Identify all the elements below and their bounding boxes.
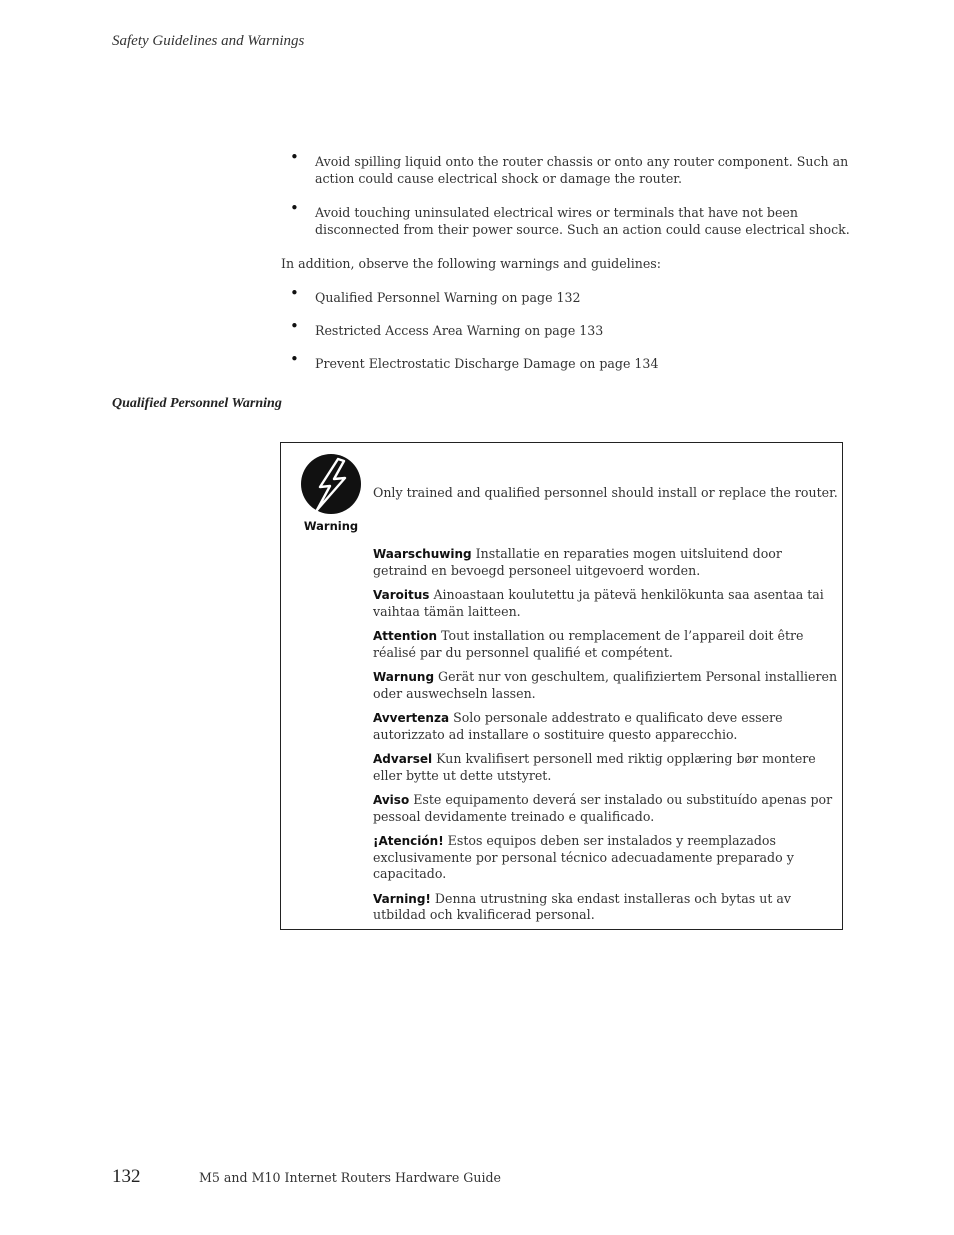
translation-text: Installatie en reparaties mogen uitsluitend door getraind en bevoegd personeel uitgevoerd worden. [373, 546, 782, 578]
language-label: Avvertenza [373, 711, 450, 725]
precaution-list [290, 153, 850, 255]
lightning-bolt-icon [300, 453, 362, 515]
intro-paragraph: In addition, observe the following warnings and guidelines: [281, 256, 661, 271]
translation-norwegian [373, 751, 839, 784]
translation-text: Estos equipos deben ser instalados y reemplazados exclusivamente por personal técnico adecuadamente preparado y capacitado. [373, 833, 794, 881]
warning-label: Warning [303, 519, 359, 533]
cross-reference-link[interactable]: • Prevent Electrostatic Discharge Damage on page 134 [290, 355, 850, 372]
language-label: Varoitus [373, 588, 430, 602]
warning-text: Only trained and qualified personnel should install or replace the router. [373, 485, 838, 500]
translation-dutch [373, 546, 839, 579]
translation-spanish [373, 833, 839, 883]
translation-portuguese [373, 792, 839, 825]
language-label: Varning! [373, 891, 431, 906]
cross-reference-link[interactable]: • Restricted Access Area Warning on page 133 [290, 322, 850, 339]
language-label: Warnung [373, 670, 435, 684]
warning-box [280, 442, 843, 930]
cross-reference-link[interactable]: • Qualified Personnel Warning on page 132 [290, 289, 850, 306]
section-heading: Qualified Personnel Warning [112, 396, 282, 411]
translation-text: Tout installation ou remplacement de l’appareil doit être réalisé par du personnel qualifié et compétent. [373, 628, 804, 660]
translation-text: Kun kvalifisert personell med riktig opplæring bør montere eller bytte ut dette utstyret. [373, 751, 816, 783]
translation-text: Gerät nur von geschultem, qualifiziertem Personal installieren oder auswechseln lassen. [373, 669, 838, 701]
translation-text: Ainoastaan koulutettu ja pätevä henkilökunta saa asentaa tai vaihtaa tämän laitteen. [373, 587, 824, 619]
language-label: Advarsel [373, 752, 433, 766]
translation-text: Denna utrustning ska endast installeras och bytas ut av utbildad och kvalificerad personal. [373, 890, 792, 922]
translation-swedish [373, 891, 839, 924]
book-title: M5 and M10 Internet Routers Hardware Guide [199, 1170, 501, 1185]
translation-text: Solo personale addestrato e qualificato deve essere autorizzato ad installare o sostituire questo apparecchio. [373, 710, 783, 742]
language-label: ¡Atención! [373, 834, 444, 848]
page-number: 132 [112, 1166, 141, 1187]
language-label: Attention [373, 629, 438, 643]
translation-finnish [373, 587, 839, 620]
list-item: • Avoid touching uninsulated electrical wires or terminals that have not been disconnected from their power source. Such an action could cause electrical shock. [290, 204, 850, 238]
cross-reference-list [290, 289, 850, 388]
translation-italian [373, 710, 839, 743]
translation-french [373, 628, 839, 661]
language-label: Aviso [373, 793, 410, 807]
running-header: Safety Guidelines and Warnings [112, 33, 305, 49]
translation-german [373, 669, 839, 702]
list-item: • Avoid spilling liquid onto the router chassis or onto any router component. Such an action could cause electrical shock or damage the router. [290, 153, 850, 187]
translation-text: Este equipamento deverá ser instalado ou substituído apenas por pessoal devidamente treinado e qualificado. [373, 792, 833, 824]
translation-list [373, 546, 839, 932]
language-label: Waarschuwing [373, 547, 472, 561]
